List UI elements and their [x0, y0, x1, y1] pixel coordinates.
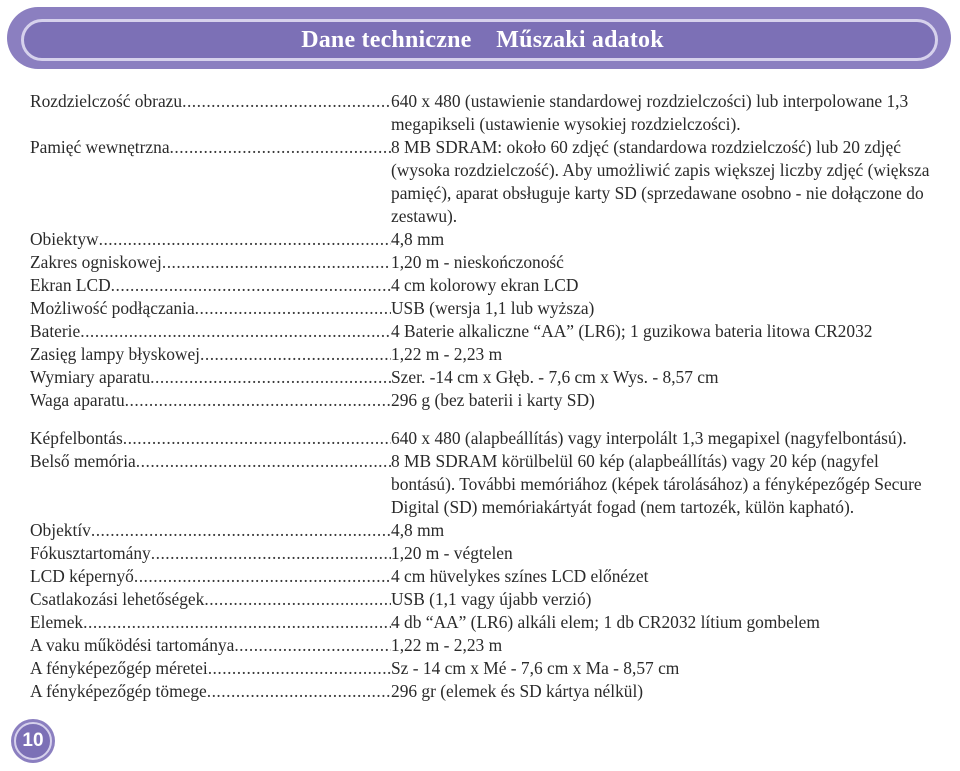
spec-value: 4 Baterie alkaliczne “AA” (LR6); 1 guzikowa bateria litowa CR2032 — [391, 321, 873, 341]
spec-row — [30, 680, 940, 703]
dot-leader — [204, 588, 391, 611]
spec-label: Belső memória — [30, 451, 136, 471]
spec-label-cell — [30, 519, 391, 542]
spec-label-cell — [30, 136, 391, 159]
spec-label: Obiektyw — [30, 229, 99, 249]
spec-label-cell — [30, 297, 391, 320]
spec-row — [30, 611, 940, 634]
spec-row — [30, 657, 940, 680]
dot-leader — [80, 320, 391, 343]
dot-leader — [170, 136, 391, 159]
spec-value: Sz - 14 cm x Mé - 7,6 cm x Ma - 8,57 cm — [391, 658, 680, 678]
spec-value: 640 x 480 (ustawienie standardowej rozdzielczości) lub interpolowane 1,3 megapikseli (ustawienie wysokiej rozdzielczości). — [391, 91, 909, 134]
spec-label: Rozdzielczość obrazu — [30, 91, 183, 111]
dot-leader — [207, 680, 391, 703]
dot-leader — [182, 90, 391, 113]
page-number: 10 — [22, 730, 44, 751]
spec-value: 8 MB SDRAM körülbelül 60 kép (alapbeállítás) vagy 20 kép (nagyfel bontású). További memóriához (képek tárolásához) a fényképezőgép Secure Digital (SD) memóriakártyát fogad (nem tartozék, külön kapható). — [391, 451, 922, 517]
spec-row — [30, 389, 940, 412]
page-title: Dane techniczne Műszaki adatok — [301, 26, 664, 53]
spec-row — [30, 343, 940, 366]
spec-row — [30, 565, 940, 588]
spec-row — [30, 297, 940, 320]
header-banner-inner — [21, 19, 938, 61]
dot-leader — [162, 251, 391, 274]
dot-leader — [234, 634, 391, 657]
spec-value: Szer. -14 cm x Głęb. - 7,6 cm x Wys. - 8,57 cm — [391, 367, 719, 387]
spec-label-cell — [30, 274, 391, 297]
spec-label: Zakres ogniskowej — [30, 252, 162, 272]
spec-row — [30, 634, 940, 657]
page-number-badge-inner — [14, 722, 52, 760]
dot-leader — [151, 542, 391, 565]
spec-row — [30, 274, 940, 297]
spec-label-cell — [30, 680, 391, 703]
spec-label-cell — [30, 228, 391, 251]
spec-label-cell — [30, 366, 391, 389]
spec-row — [30, 519, 940, 542]
spec-row — [30, 588, 940, 611]
spec-label: Pamięć wewnętrzna — [30, 137, 170, 157]
spec-list-polish — [30, 90, 940, 412]
spec-label-cell — [30, 251, 391, 274]
dot-leader — [136, 450, 391, 473]
spec-label: Fókusztartomány — [30, 543, 151, 563]
spec-row — [30, 450, 940, 519]
spec-value: 4 db “AA” (LR6) alkáli elem; 1 db CR2032 lítium gombelem — [391, 612, 820, 632]
spec-row — [30, 320, 940, 343]
spec-label: Wymiary aparatu — [30, 367, 151, 387]
spec-label-cell — [30, 634, 391, 657]
spec-value: 8 MB SDRAM: około 60 zdjęć (standardowa rozdzielczość) lub 20 zdjęć (wysoka rozdzielczość). Aby umożliwić zapis większej liczby zdjęć (większa pamięć), aparat obsługuje karty SD (sprzedawane osobno - nie dołączone do zestawu). — [391, 137, 930, 226]
dot-leader — [195, 297, 391, 320]
spec-label: Képfelbontás — [30, 428, 123, 448]
spec-label: Zasięg lampy błyskowej — [30, 344, 201, 364]
spec-label-cell — [30, 343, 391, 366]
dot-leader — [200, 343, 391, 366]
spec-list-hungarian — [30, 427, 940, 703]
spec-value: 4,8 mm — [391, 520, 445, 540]
dot-leader — [99, 228, 391, 251]
spec-label-cell — [30, 588, 391, 611]
spec-row — [30, 228, 940, 251]
spec-value: 640 x 480 (alapbeállítás) vagy interpolált 1,3 megapixel (nagyfelbontású). — [391, 428, 907, 448]
spec-value: 1,22 m - 2,23 m — [391, 344, 503, 364]
dot-leader — [83, 611, 391, 634]
dot-leader — [111, 274, 391, 297]
spec-label-cell — [30, 427, 391, 450]
spec-value: 4,8 mm — [391, 229, 445, 249]
spec-row — [30, 136, 940, 228]
spec-label-cell — [30, 450, 391, 473]
spec-value: 1,20 m - végtelen — [391, 543, 513, 563]
spec-label-cell — [30, 389, 391, 412]
dot-leader — [125, 389, 391, 412]
spec-label: A fényképezőgép tömege — [30, 681, 207, 701]
spec-label: Baterie — [30, 321, 81, 341]
dot-leader — [91, 519, 391, 542]
spec-row — [30, 251, 940, 274]
spec-row — [30, 366, 940, 389]
spec-value: 4 cm hüvelykes színes LCD előnézet — [391, 566, 649, 586]
spec-label-cell — [30, 320, 391, 343]
spec-value: 1,20 m - nieskończoność — [391, 252, 564, 272]
spec-row — [30, 90, 940, 136]
spec-label: Ekran LCD — [30, 275, 111, 295]
spec-label: Objektív — [30, 520, 91, 540]
header-banner — [7, 7, 951, 69]
spec-value: 296 gr (elemek és SD kártya nélkül) — [391, 681, 644, 701]
dot-leader — [134, 565, 391, 588]
dot-leader — [208, 657, 391, 680]
dot-leader — [123, 427, 391, 450]
spec-label-cell — [30, 90, 391, 113]
spec-value: USB (wersja 1,1 lub wyższa) — [391, 298, 595, 318]
spec-row — [30, 427, 940, 450]
spec-label: A fényképezőgép méretei — [30, 658, 208, 678]
spec-label-cell — [30, 565, 391, 588]
spec-label: Csatlakozási lehetőségek — [30, 589, 205, 609]
spec-label: A vaku működési tartománya — [30, 635, 235, 655]
spec-value: 4 cm kolorowy ekran LCD — [391, 275, 579, 295]
spec-label: Elemek — [30, 612, 84, 632]
spec-label-cell — [30, 611, 391, 634]
spec-label: Waga aparatu — [30, 390, 125, 410]
spec-label-cell — [30, 657, 391, 680]
dot-leader — [150, 366, 391, 389]
spec-label: Możliwość podłączania — [30, 298, 195, 318]
spec-value: 296 g (bez baterii i karty SD) — [391, 390, 595, 410]
spec-label-cell — [30, 542, 391, 565]
spec-label: LCD képernyő — [30, 566, 134, 586]
spec-value: USB (1,1 vagy újabb verzió) — [391, 589, 592, 609]
spec-row — [30, 542, 940, 565]
spec-value: 1,22 m - 2,23 m — [391, 635, 503, 655]
page-number-badge — [11, 719, 55, 763]
